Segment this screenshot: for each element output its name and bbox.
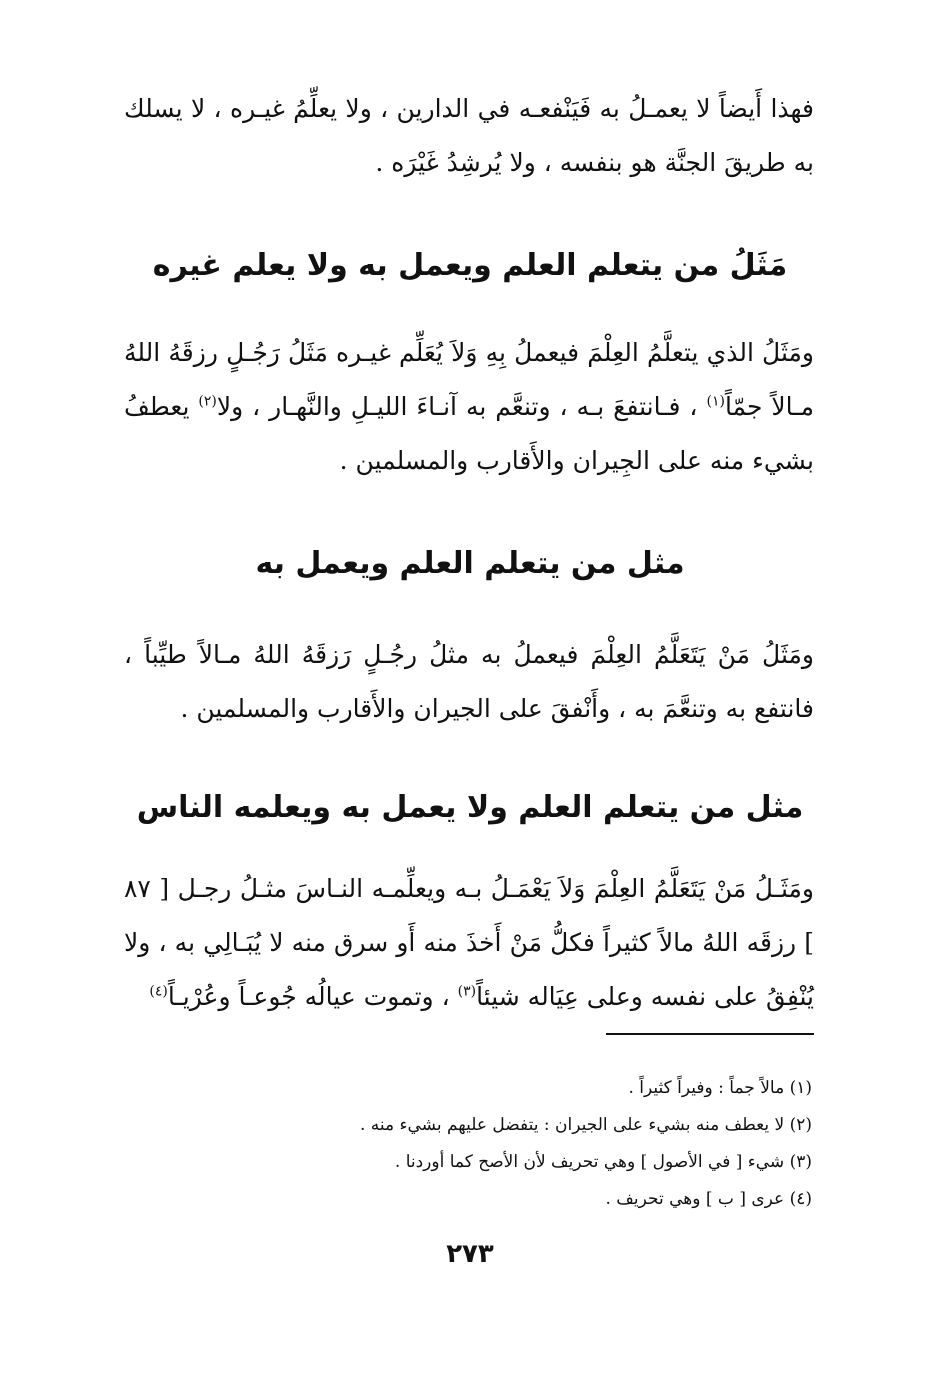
section-heading-2: مثل من يتعلم العلم ويعمل به (255, 546, 685, 581)
paragraph-4-text-a: ومَثَـلُ مَنْ يَتَعَلَّمُ العِلْمَ وَلاَ يَعْمَـلُ بـه ويعلِّمـه النـاسَ مثـلُ رجـل [ ٨٧ ] رزقَه اللهُ مالاً كثيراً فكلُّ مَنْ أَخذَ منه أَو سرق منه لا يُبَـالِي به ، ولا يُنْفِقُ على نفسه وعلى عِيَاله شيئاً (124, 874, 814, 1011)
section-heading-3: مثل من يتعلم العلم ولا يعمل به ويعلمه الناس (136, 790, 804, 825)
paragraph-4-text-b: ، وتموت عيالُه جُوعـاً وعُرْيـاً (167, 982, 458, 1011)
page-number: ٢٧٣ (446, 1239, 494, 1269)
footnotes-list (122, 1070, 812, 1218)
footnote-2: (٢) لا يعطف منه بشيء على الجيران : يتفضل عليهم بشيء منه . (359, 1115, 812, 1135)
footnote-3: (٣) شيء [ في الأصول ] وهي تحريف لأن الأصح كما أوردنا . (394, 1152, 812, 1172)
paragraph-3-text: ومَثَلُ مَنْ يَتَعَلَّمُ العِلْمَ فيعملُ به مثلُ رجُـلٍ رَزقَهُ اللهُ مـالاً طيِّباً ، فانتفع به وتنعَّمَ به ، وأَنْفقَ على الجيران والأَقارب والمسلمين . (124, 640, 814, 723)
paragraph-1 (124, 82, 814, 190)
footnote-1: (١) مالاً جماً : وفيراً كثيراً . (628, 1078, 812, 1098)
footnote-ref-1: (١) (706, 393, 725, 410)
footnote-ref-3: (٣) (457, 983, 477, 1000)
paragraph-2-text-c: يعطفُ بشيء منه على الجِيران والأَقارب والمسلمين . (124, 392, 814, 475)
paragraph-2-text-b: ، فـانتفعَ بـه ، وتنعَّم به آنـاءَ الليـلِ والنَّهـار ، ولا (216, 392, 707, 421)
paragraph-3 (124, 628, 814, 736)
footnote-ref-4: (٤) (149, 983, 168, 1000)
paragraph-2-text-a: ومَثَلُ الذي يتعلَّمُ العِلْمَ فيعملُ بِهِ وَلاَ يُعَلِّم غيـره مَثَلُ رَجُـلٍ رزقَهُ اللهُ مـالاً جمّاً (124, 338, 815, 421)
footnote-ref-2: (٢) (198, 393, 217, 410)
paragraph-1-text: فهذا أَيضاً لا يعمـلُ به فَيَنْفعـه في الدارين ، ولا يعلِّمُ غيـره ، لا يسلك به طريقَ الجنَّة هو بنفسه ، ولا يُرشِدُ غَيْرَه . (124, 94, 814, 177)
paragraph-2 (124, 326, 814, 488)
section-heading-1: مَثَلُ من يتعلم العلم ويعمل به ولا يعلم غيره (152, 248, 788, 283)
footnote-divider (606, 1033, 814, 1035)
footnote-4: (٤) عرى [ ب ] وهي تحريف . (605, 1189, 812, 1209)
paragraph-4 (124, 862, 814, 1024)
